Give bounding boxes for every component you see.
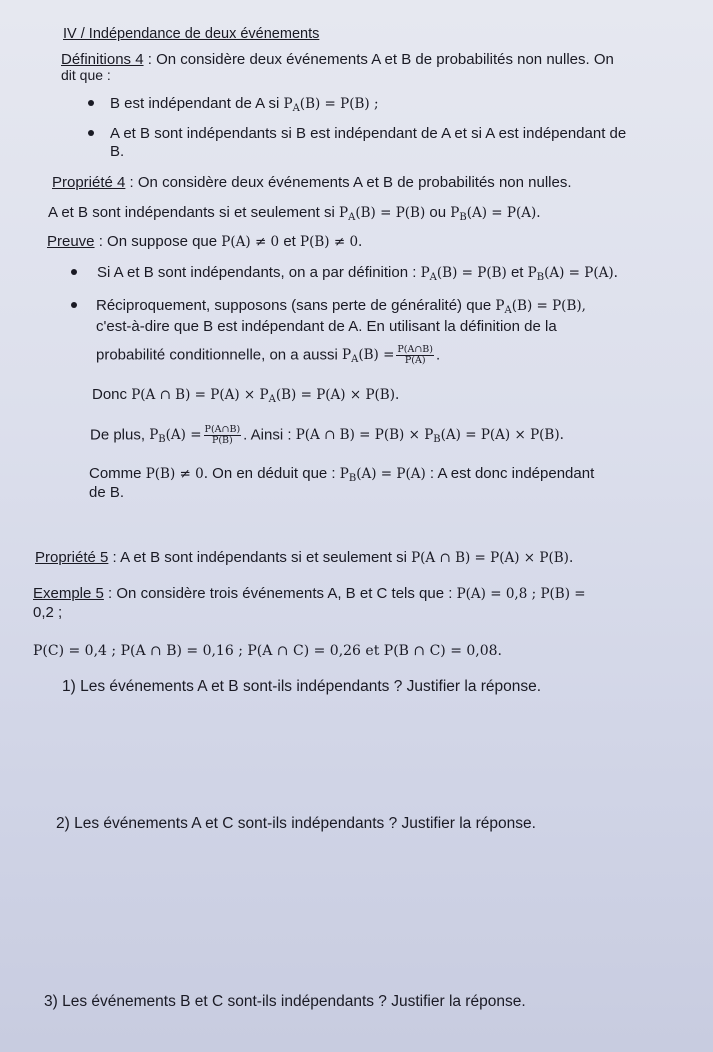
definition-4-label: Définitions 4 [61, 51, 144, 68]
definition-4-bullet-1: B est indépendant de A si $P_A(B) = P(B)$ ; [110, 95, 379, 114]
proof-comme-line2: de B. [89, 484, 125, 501]
property-4-line2: A et B sont indépendants si et seulement si $P_A(B) = P(B)$ ou $P_B(A) = P(A)$. [48, 204, 541, 223]
proof-bullet-1: Si A et B sont indépendants, on a par définition : $P_A(B) = P(B)$ et $P_B(A) = P(A)$. [97, 264, 618, 283]
question-2: 2) Les événements A et C sont-ils indépendants ? Justifier la réponse. [56, 815, 536, 832]
question-3: 3) Les événements B et C sont-ils indépendants ? Justifier la réponse. [44, 993, 526, 1010]
bullet-icon [88, 100, 94, 106]
property-5: Propriété 5 : A et B sont indépendants si et seulement si P(A ∩ B) = P(A) × P(B). [35, 549, 574, 566]
example-5-line2: 0,2 ; [33, 604, 63, 621]
proof-bullet-2-line3: probabilité conditionnelle, on a aussi $P_A(B)$ = $\frac{P(A\cap B)}{P(A)}$ . [96, 344, 441, 366]
proof-donc-line: Donc P(A ∩ $B) = P(A) \times P_A(B) = P(A) \times P(B)$. [92, 386, 400, 405]
bullet-icon [88, 130, 94, 136]
definition-4-line1: Définitions 4 : On considère deux événements A et B de probabilités non nulles. On [61, 51, 614, 68]
example-5-line3: P(C) = 0,4 ; P(A ∩ B) = 0,16 ; P(A ∩ C) = 0,26 et P(B ∩ C) = 0,08. [33, 643, 502, 659]
bullet-icon [71, 269, 77, 275]
fraction: $\frac{P(A\cap B)}{P(A)}$ [397, 344, 433, 366]
property-4-line1: Propriété 4 : On considère deux événements A et B de probabilités non nulles. [52, 174, 572, 191]
question-1: 1) Les événements A et B sont-ils indépendants ? Justifier la réponse. [62, 678, 542, 695]
proof-bullet-2-line2: c'est-à-dire que B est indépendant de A. En utilisant la définition de la [96, 318, 557, 335]
section-title: IV / Indépendance de deux événements [63, 26, 320, 42]
definition-4-bullet-2-line2: B. [110, 143, 125, 160]
definition-4-bullet-2-line1: A et B sont indépendants si B est indépendant de A et si A est indépendant de [110, 125, 627, 142]
proof-bullet-2-line1: Réciproquement, supposons (sans perte de généralité) que $P_A(B) = P(B)$, [96, 297, 586, 316]
proof-deplus-line: De plus, $P_B(A)$ = $\frac{P(A\cap B)}{P(B)}$ . Ainsi : P(A ∩ $B) = P(B) \times P_B(A) = P(A) \times P(B)$. [90, 424, 564, 446]
bullet-icon [71, 302, 77, 308]
example-5-line1: Exemple 5 : On considère trois événements A, B et C tels que : P(A) = 0,8 ; P(B) = [33, 585, 586, 602]
property-5-label: Propriété 5 [35, 549, 109, 566]
property-4-label: Propriété 4 [52, 174, 126, 191]
fraction: $\frac{P(A\cap B)}{P(B)}$ [204, 424, 241, 446]
proof-label: Preuve [47, 233, 95, 250]
proof-header: Preuve : On suppose que P(A) ≠ 0 et P(B) ≠ 0. [47, 233, 363, 250]
example-5-label: Exemple 5 [33, 585, 104, 602]
definition-4-line2: dit que : [61, 67, 111, 83]
proof-comme-line1: Comme P(B) ≠ 0. On en déduit que : $P_B(A) = P(A)$ : A est donc indépendant [89, 465, 595, 484]
